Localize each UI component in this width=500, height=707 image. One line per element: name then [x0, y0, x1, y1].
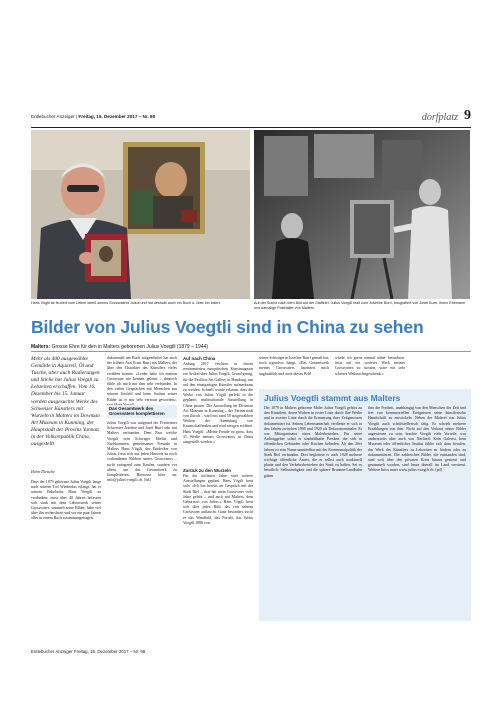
- header-paper-name: Entlebucher Anzeiger: [31, 114, 75, 119]
- column-5-text: würde ich gerne einmal näher betrachten. Jetzt auf ein weiteres Werk meines Grossvaters zu stossen, wäre ein sehr schönes Weihnachtsgeschenk.»: [335, 356, 405, 376]
- subline-place: Malters:: [31, 344, 51, 350]
- photo-historic-studio: [254, 130, 470, 299]
- column-3-text: Anfang 2017 erschien in einem renommierten europäischen Kunstmagazin ein Artikel über Julius Voegtli. Grund genug, für die Pavilion Art Gallery in Hamburg, um auf den einzigartigen Künstler aufmerksam zu werden. Schnell wurde erkannt, dass die Werke von Julius Vögtli perfekt in die geplante, multinationale Ausstellung in China passen. Die Ausstellung im Dowman Art Museum in Kunming – der Partnerstadt von Zürich – wird mit rund 50 ausgewählten Werken der Sammlung von Kunstschaffenden und wird morgen eröffnet. Hans Voegtli: «Meine Freude ist gross, dass 31 Werke meines Grossvaters in China ausgestellt werden.»: [183, 362, 253, 445]
- column-2-box-text: Julius Voegtli war aufgrund der Freizeitner Schwester Josefine und Josef Burri sehr mit Malters verbunden. Dem Paar welche Voegtli sein Schwager Ebelin und Nachkommen gemeinsamer Freunde in Malters Hans Vögtli, der Entdecker von Julius, freut sich auf jeden Hinweis zu noch vorhandenen Bildern seines Grossvaters – nicht zwingend zum Kaufen, sondern vor allem, um das Gesamtwerk zu komplettieren. Hinweise bitte an: info@julius-voegtli.ch. [hd]: [107, 421, 177, 483]
- caption-photo1: Hans Vögtli ist feuriert vom Leben weeß seines Grossvaters Julius und hat deshalb auch ein Buch ü- über ihn lotiert.: [31, 301, 221, 305]
- page-number: 9: [464, 108, 471, 123]
- page-header: [31, 109, 471, 127]
- header-rule: [31, 127, 471, 128]
- header-right: [422, 109, 471, 123]
- column-3b-text: Für die nächsten Jahre sind weitere Ausstellungen geplant. Hans Vögtli freut sich: «Ich bin bereits im Gespräch mit der Stadt Biel – dort hat mein Grossvater viele Jahre gelebt – und auch mit Malters, dem Geburtsort von Julius.» Hans Vögtli freut sich über jedes Bild, das von seinem Grossvater auftaucht. Ganz besonders sucht er das Wandbild, das Porträt, das Julius Voegtli 1886 von: [183, 474, 253, 525]
- header-date: Freitag, 15. Dezember 2017 – Nr. 98: [78, 114, 156, 119]
- header-paper-info: Entlebucher Anzeiger | Freitag, 15. Dezember 2017 – Nr. 98: [31, 114, 156, 119]
- section-name: dorfplatz: [421, 112, 458, 123]
- photo-hans-voegtli: [31, 130, 250, 299]
- subhead-wurzeln: Zurück zu den Wurzeln: [183, 468, 231, 473]
- subline-text: Grosse Ehre für den in Malters geborenen Julius Voegtli (1879 – 1944): [51, 344, 209, 350]
- lead-paragraph: Mehr als 400 ausgewählte Gemälde in Aquarell, Öl und Tusche, aber auch Radierungen und Stiche hat Julius Voegtli zu Lebzeiten erschaffen. Vom 16. Dezember bis 15. Januar werden ausgesuchte Werke des Schweizer Künstlers mit Wurzeln in Malters im Dowman Art Museum in Kunming, der Hauptstadt der Provinz Yunnan in der Volksrepublik China, ausgestellt.: [31, 356, 100, 448]
- subhead-china: Auf nach China: [183, 356, 216, 361]
- info-box-title: Julius Voegtli stammt aus Malters: [264, 393, 401, 403]
- column-2-text: dukationell am Buch mitgearbeitet hat auch der frühere Arzt Ernst Burri aus Malters, der über den Charakter des Künstlers vieles erzählen konnte. «Leider habe ich meinen Grossvater nie kennen gelernt – dennoch fühle ich mich mit ihm sehr verbunden. In den vielen Gesprächen mit Menschen aus seinem Umfeld und beim Suchen seiner Bilder ist er mir sehr vertraut geworden»,: [107, 356, 177, 402]
- caption-photo2: Auf der Suche nach dem Bild auf der Staffelei: Julius Voegtli malt zum Josefine Burri, fotografiert von Josef Burri, ihrem Ehemann und damalige Posthalter von Malters.: [254, 301, 466, 310]
- subline: [31, 344, 208, 350]
- column-4-text: seiner Schwägerin Josefine Burri gemalt hat, noch irgendwo hängt. «Das Gesamtwerk meines Grossvaters fasziniert mich unglaublich und auch dieses Bild: [259, 356, 329, 376]
- info-box-text-b: ihm die Freiheit, unabhängig von den Menschen der Zeit und frei von kommerziellen Ereignissen seine künstlerische Handschrift zu entwickeln. Neben der Malerei war Julius Voegtli auch schriftstellerisch tätig. Er schrieb mehrere Erzählungen von ihm. Nicht auf den Verkauf seiner Bilder angewiesen zu sein, brachte Voegtli viele Vorteile, war andererseits aber auch von Nachteil: Kein Galerist, kein Museum oder öffentliches Institut fühlte sich dazu berufen, das Werk des Künstlers zu Lebzeiten zu fördern oder zu dokumentieren. Die zahlreichen Bilder, die entstanden sind, sind weit über den privaten Kreis hinaus gestreut und gesammelt worden, sind heute überall im Land verstreut. Weitere Infos unter www.julius-voegtli.ch. [pd]: [368, 406, 466, 473]
- author-name: Helen Dietsche: [31, 470, 55, 474]
- info-box-text-a: Der 1879 in Malters geborene Maler Julius Voegtli gehört zu den Künstlern, deren Wirken in erster Linie durch ihre Werke und in zweiter Linie durch die Erinnerung ihrer Zeitgenossen dokumentiert ist. Seinen Lebensunterhalt verdiente er sich in den Jahren zwischen 1900 und 1920 als Dekorationsmaler. Er war Mitorganisator eines Malerbetriebes. Für seine Auftraggeber schuf er sinnbildhafte Fresken, die sich in öffentlichen Gebäuden oder Kirchen befinden. Ab den 20er Jahren ist sein Name unmittelbar mit der Kommunalpolitik der Stadt Biel verbunden. Dort begleitete er auch 1928 mehrere wichtige öffentliche Ämter, die er selbst auch strukturell plante und den Verkehrsbetrieben der Stadt zu halfen. Sei es beruflich: Selbständigkeit und die spätere Brunnen-Landbahn gaben: [264, 406, 362, 478]
- page-footer: Entlebucher Anzeiger Freitag, 15. Dezember 2017 – Nr. 98: [31, 649, 146, 654]
- subline-rule: [31, 351, 471, 352]
- column-1-text: Dass der 1879 geborene Julius Voegtli lange nach seinem Tod Wiederdas erlangt, hat er seinem Enkelsohn Hans Voegtli zu verdanken: einst über 40 Jahren befassen sich stark mit dem Lebenswerk seines Grossvaters, sammelt seine Bilder, habe viel über ihn recherchiert und vor ein paar Jahren alles in einem Buch zusammengetragen.: [31, 480, 101, 521]
- subhead-gesamtwerk: Das Gesamtwerk des Grossvaters komplettieren: [109, 406, 165, 417]
- headline: Bilder von Julius Voegtli sind in China zu sehen: [31, 317, 424, 337]
